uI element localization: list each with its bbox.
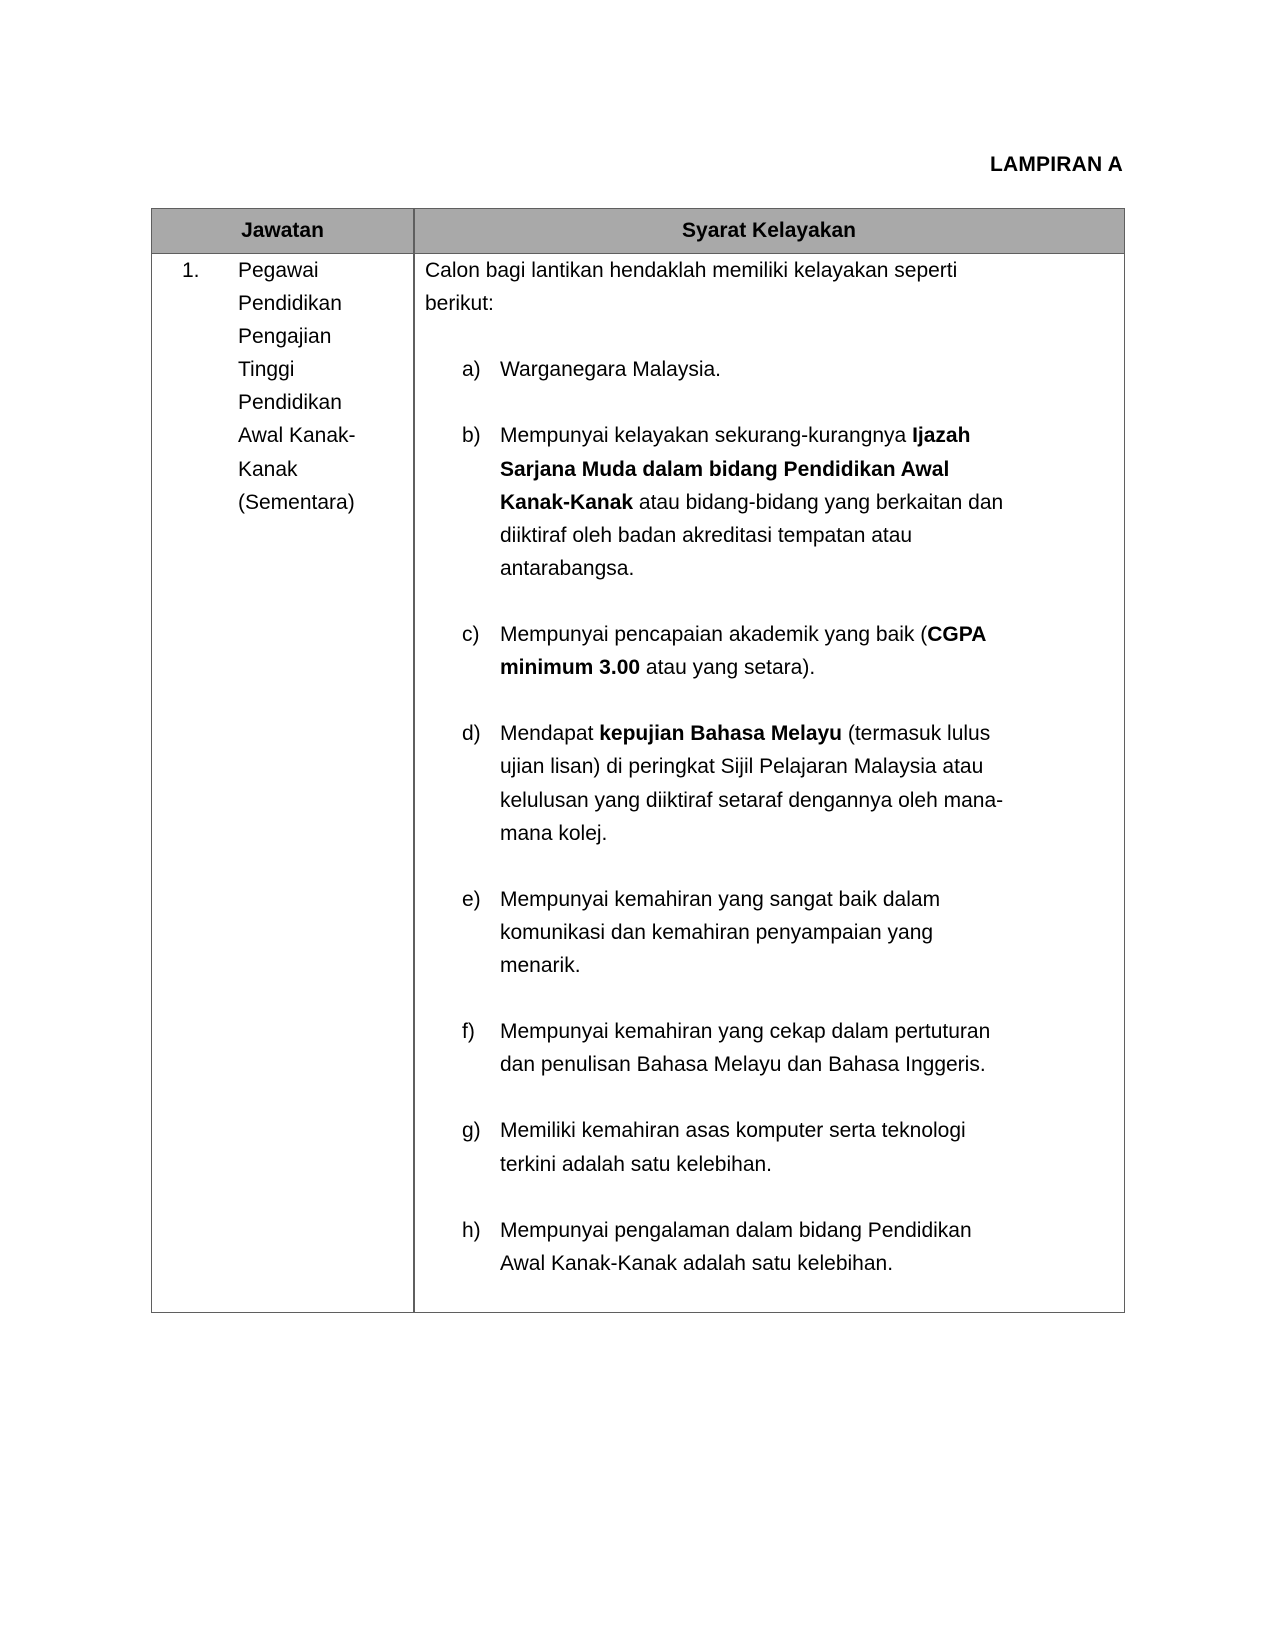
requirements-cell [425, 254, 1003, 1280]
text: mana kolej. [500, 821, 608, 845]
item-letter: a) [462, 358, 481, 382]
requirements-list [425, 320, 1003, 1280]
item-line [500, 1048, 1003, 1081]
item-line [500, 750, 1003, 783]
bold-text: minimum 3.00 [500, 656, 641, 680]
table-header-row [152, 209, 1124, 254]
position-line: Tinggi [238, 358, 295, 382]
spacer [425, 850, 1003, 883]
item-text [500, 353, 1003, 386]
item-text [500, 1214, 1003, 1280]
text: Mempunyai pencapaian akademik yang baik ( [500, 623, 928, 647]
row-number: 1. [182, 259, 200, 282]
text: Mendapat [500, 722, 600, 746]
spacer [425, 585, 1003, 618]
item-text [500, 1015, 1003, 1081]
column-divider [413, 209, 415, 1312]
text: atau bidang-bidang yang berkaitan dan [633, 490, 1004, 514]
item-line [500, 1148, 1003, 1181]
item-line [500, 651, 1003, 684]
item-line [500, 817, 1003, 850]
item-line [500, 519, 1003, 552]
text: antarabangsa. [500, 556, 635, 580]
item-line [500, 717, 1003, 750]
item-letter: g) [462, 1119, 481, 1143]
text: kelulusan yang diiktiraf setaraf dengannya oleh mana- [500, 788, 1004, 812]
position-line: Pendidikan [238, 292, 342, 316]
text: Awal Kanak-Kanak adalah satu kelebihan. [500, 1251, 894, 1275]
bold-text: Sarjana Muda dalam bidang Pendidikan Awal [500, 457, 950, 481]
text: (termasuk lulus [842, 722, 991, 746]
text: Memiliki kemahiran asas komputer serta teknologi [500, 1119, 966, 1143]
item-text [500, 1114, 1003, 1180]
item-letter: e) [462, 887, 481, 911]
bold-text: Ijazah [912, 424, 971, 448]
spacer [425, 1181, 1003, 1214]
item-line [500, 552, 1003, 585]
item-line [500, 1015, 1003, 1048]
header-position: Jawatan [241, 219, 324, 242]
text: Mempunyai kemahiran yang sangat baik dalam [500, 887, 941, 911]
requirement-item [425, 618, 1003, 684]
item-line [500, 453, 1003, 486]
text: diiktiraf oleh badan akreditasi tempatan atau [500, 523, 913, 547]
item-text [500, 618, 1003, 684]
item-letter: h) [462, 1218, 481, 1242]
bold-text: CGPA [927, 623, 987, 647]
item-line [500, 618, 1003, 651]
item-letter: f) [462, 1020, 475, 1044]
requirement-item [425, 419, 1003, 584]
item-line [500, 353, 1003, 386]
position-name [238, 254, 356, 519]
position-line: Pendidikan [238, 391, 342, 415]
item-line [500, 883, 1003, 916]
text: ujian lisan) di peringkat Sijil Pelajaran Malaysia atau [500, 755, 984, 779]
text: Warganegara Malaysia. [500, 358, 721, 382]
bold-text: kepujian Bahasa Melayu [599, 722, 843, 746]
qualifications-table [151, 208, 1125, 1313]
spacer [425, 1081, 1003, 1114]
text: terkini adalah satu kelebihan. [500, 1152, 773, 1176]
item-letter: d) [462, 722, 481, 746]
item-text [500, 419, 1003, 584]
item-line [500, 486, 1003, 519]
text: atau yang setara). [640, 656, 816, 680]
item-line [500, 916, 1003, 949]
spacer [425, 684, 1003, 717]
text: Mempunyai kelayakan sekurang-kurangnya [500, 424, 913, 448]
item-text [500, 717, 1003, 849]
spacer [425, 386, 1003, 419]
text: Mempunyai pengalaman dalam bidang Pendidikan [500, 1218, 972, 1242]
item-line [500, 1214, 1003, 1247]
requirement-item [425, 717, 1003, 849]
item-line [500, 1247, 1003, 1280]
item-letter: b) [462, 424, 481, 448]
text: Mempunyai kemahiran yang cekap dalam pertuturan [500, 1020, 991, 1044]
item-line [500, 784, 1003, 817]
position-line: (Sementara) [238, 490, 355, 514]
document-title: LAMPIRAN A [989, 153, 1123, 176]
item-line [500, 1114, 1003, 1147]
text: menarik. [500, 953, 581, 977]
requirement-item [425, 1114, 1003, 1180]
position-line: Kanak [238, 457, 298, 481]
requirement-item [425, 1015, 1003, 1081]
text: dan penulisan Bahasa Melayu dan Bahasa Inggeris. [500, 1053, 986, 1077]
spacer [425, 982, 1003, 1015]
requirement-item [425, 883, 1003, 982]
item-line [500, 949, 1003, 982]
position-line: Pengajian [238, 325, 332, 349]
intro-line: berikut: [425, 292, 494, 316]
position-line: Pegawai [238, 259, 319, 282]
spacer [425, 320, 1003, 353]
item-letter: c) [462, 623, 480, 647]
text: komunikasi dan kemahiran penyampaian yang [500, 920, 934, 944]
requirement-item [425, 353, 1003, 386]
intro-line: Calon bagi lantikan hendaklah memiliki kelayakan seperti [425, 259, 958, 282]
item-line [500, 419, 1003, 452]
requirement-item [425, 1214, 1003, 1280]
item-text [500, 883, 1003, 982]
bold-text: Kanak-Kanak [500, 490, 634, 514]
header-requirements: Syarat Kelayakan [682, 219, 856, 242]
position-line: Awal Kanak- [238, 424, 356, 448]
